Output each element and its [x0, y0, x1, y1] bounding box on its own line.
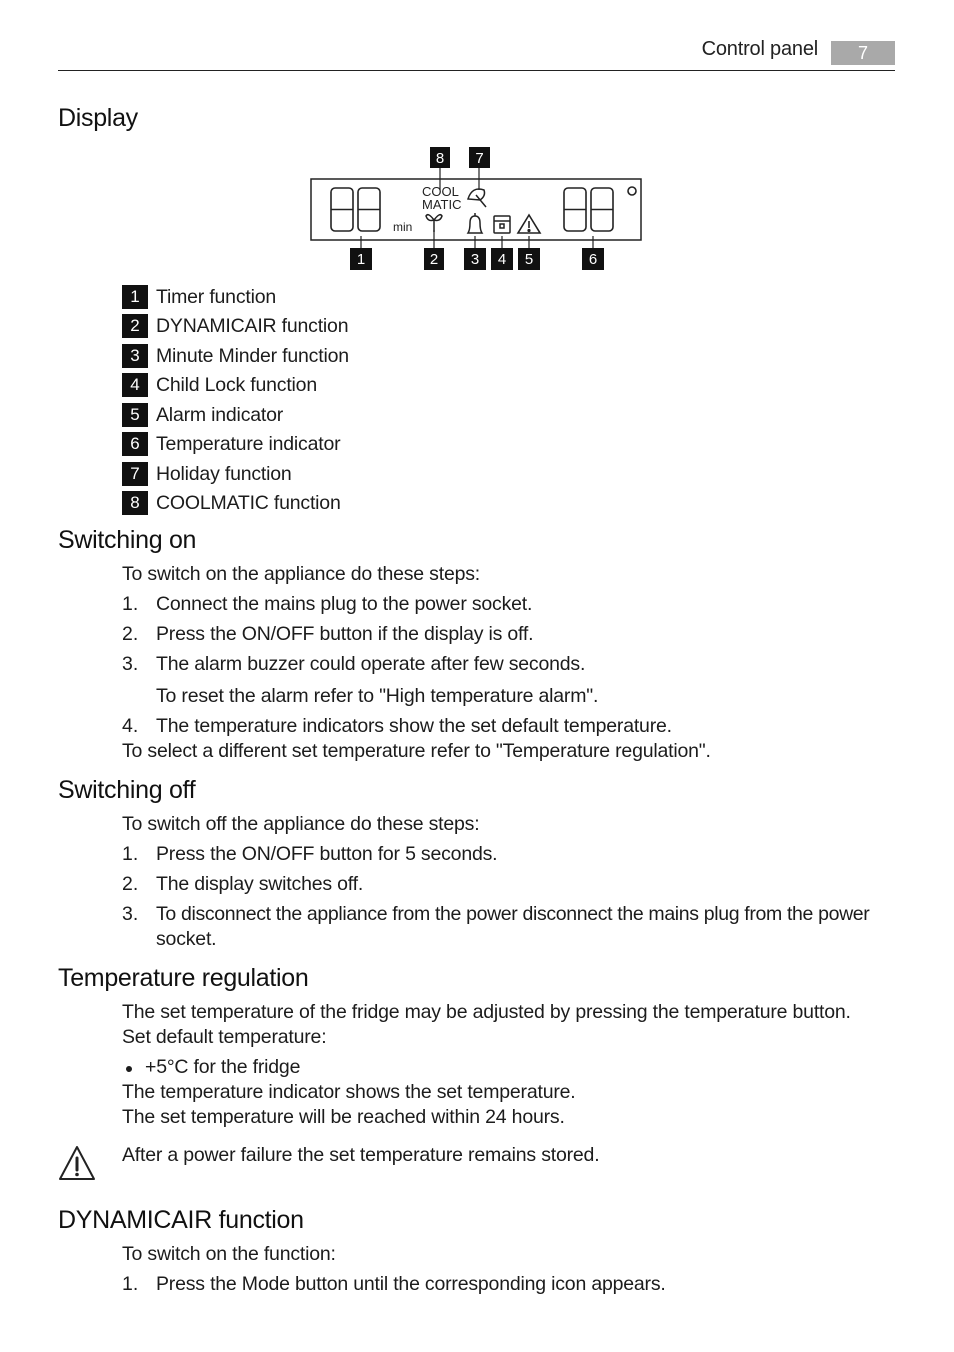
step-text-continued: socket.: [156, 928, 217, 950]
step-number: 1.: [122, 593, 139, 615]
legend-item: [122, 491, 341, 515]
step-number: 3.: [122, 903, 139, 925]
matic-label: MATIC: [422, 197, 462, 212]
callout-3: 3: [470, 251, 480, 268]
legend-label: Temperature indicator: [156, 432, 341, 455]
step-number: 2.: [122, 873, 139, 895]
legend-label: Alarm indicator: [156, 403, 284, 426]
legend-number: 3: [122, 344, 148, 368]
step-note: To reset the alarm refer to "High temperature alarm".: [156, 685, 599, 707]
legend-item: [122, 462, 292, 486]
legend-label: Minute Minder function: [156, 344, 349, 367]
callout-1: 1: [356, 251, 366, 268]
temp-para-3: The temperature indicator shows the set temperature.: [122, 1081, 576, 1103]
legend-number: 5: [122, 403, 148, 427]
step-text: The temperature indicators show the set default temperature.: [156, 715, 672, 737]
step-text: Press the Mode button until the corresponding icon appears.: [156, 1273, 666, 1295]
switching-on-heading: Switching on: [58, 526, 197, 554]
child-lock-icon: [494, 216, 510, 233]
switching-off-heading: Switching off: [58, 776, 196, 804]
left-digits-icon: [331, 188, 380, 231]
right-digits-icon: [564, 187, 636, 231]
step-text: To disconnect the appliance from the power disconnect the mains plug from the power: [156, 903, 870, 925]
min-label: min: [393, 220, 413, 234]
callout-7: 7: [475, 150, 484, 167]
header-section-title: Control panel: [701, 38, 818, 60]
legend-number: 2: [122, 314, 148, 338]
callout-6: 6: [588, 251, 598, 268]
dynamicair-intro: To switch on the function:: [122, 1243, 336, 1265]
step-text: The alarm buzzer could operate after few seconds.: [156, 653, 586, 675]
legend-item: [122, 314, 348, 338]
step-number: 1.: [122, 1273, 139, 1295]
temp-para-2: Set default temperature:: [122, 1026, 327, 1048]
legend-item: [122, 373, 317, 397]
legend-label: Timer function: [156, 285, 277, 308]
step-number: 2.: [122, 623, 139, 645]
step-text: Press the ON/OFF button for 5 seconds.: [156, 843, 498, 865]
warning-text: After a power failure the set temperature remains stored.: [122, 1144, 600, 1166]
display-heading: Display: [58, 104, 138, 132]
legend-item: [122, 432, 340, 456]
legend-label: COOLMATIC function: [156, 491, 341, 514]
legend-number: 1: [122, 285, 148, 309]
display-panel-illustration: [300, 140, 652, 274]
cool-label: COOL: [422, 184, 459, 199]
switching-on-outro: To select a different set temperature refer to "Temperature regulation".: [122, 740, 711, 762]
step-number: 4.: [122, 715, 139, 737]
step-text: Connect the mains plug to the power socket.: [156, 593, 533, 615]
legend-item: [122, 285, 276, 309]
callout-5: 5: [524, 251, 534, 268]
bullet-text: +5°C for the fridge: [145, 1056, 301, 1078]
legend-label: DYNAMICAIR function: [156, 314, 349, 337]
legend-number: 4: [122, 373, 148, 397]
step-number: 3.: [122, 653, 139, 675]
temp-para-1: The set temperature of the fridge may be adjusted by pressing the temperature button.: [122, 1001, 851, 1023]
dynamicair-heading: DYNAMICAIR function: [58, 1206, 304, 1234]
callout-8: 8: [435, 150, 445, 167]
page-number: 7: [831, 41, 895, 65]
step-text: Press the ON/OFF button if the display is off.: [156, 623, 534, 645]
legend-item: [122, 403, 283, 427]
callout-2: 2: [429, 251, 439, 268]
bullet-dot: [126, 1066, 132, 1072]
display-diagram: [300, 140, 652, 274]
header-rule: [58, 70, 895, 71]
temperature-regulation-heading: Temperature regulation: [58, 964, 309, 992]
alarm-warning-icon: [518, 215, 540, 233]
legend-number: 7: [122, 462, 148, 486]
legend-number: 8: [122, 491, 148, 515]
switching-off-intro: To switch off the appliance do these steps:: [122, 813, 480, 835]
legend-item: [122, 344, 349, 368]
step-number: 1.: [122, 843, 139, 865]
legend-label: Child Lock function: [156, 373, 317, 396]
holiday-umbrella-icon: [468, 189, 486, 207]
step-text: The display switches off.: [156, 873, 364, 895]
warning-icon: [57, 1144, 97, 1187]
temp-para-4: The set temperature will be reached within 24 hours.: [122, 1106, 565, 1128]
switching-on-intro: To switch on the appliance do these steps:: [122, 563, 480, 585]
bell-icon: [468, 213, 482, 233]
callout-4: 4: [497, 251, 507, 268]
legend-label: Holiday function: [156, 462, 292, 485]
legend-number: 6: [122, 432, 148, 456]
fan-icon: [426, 215, 442, 232]
